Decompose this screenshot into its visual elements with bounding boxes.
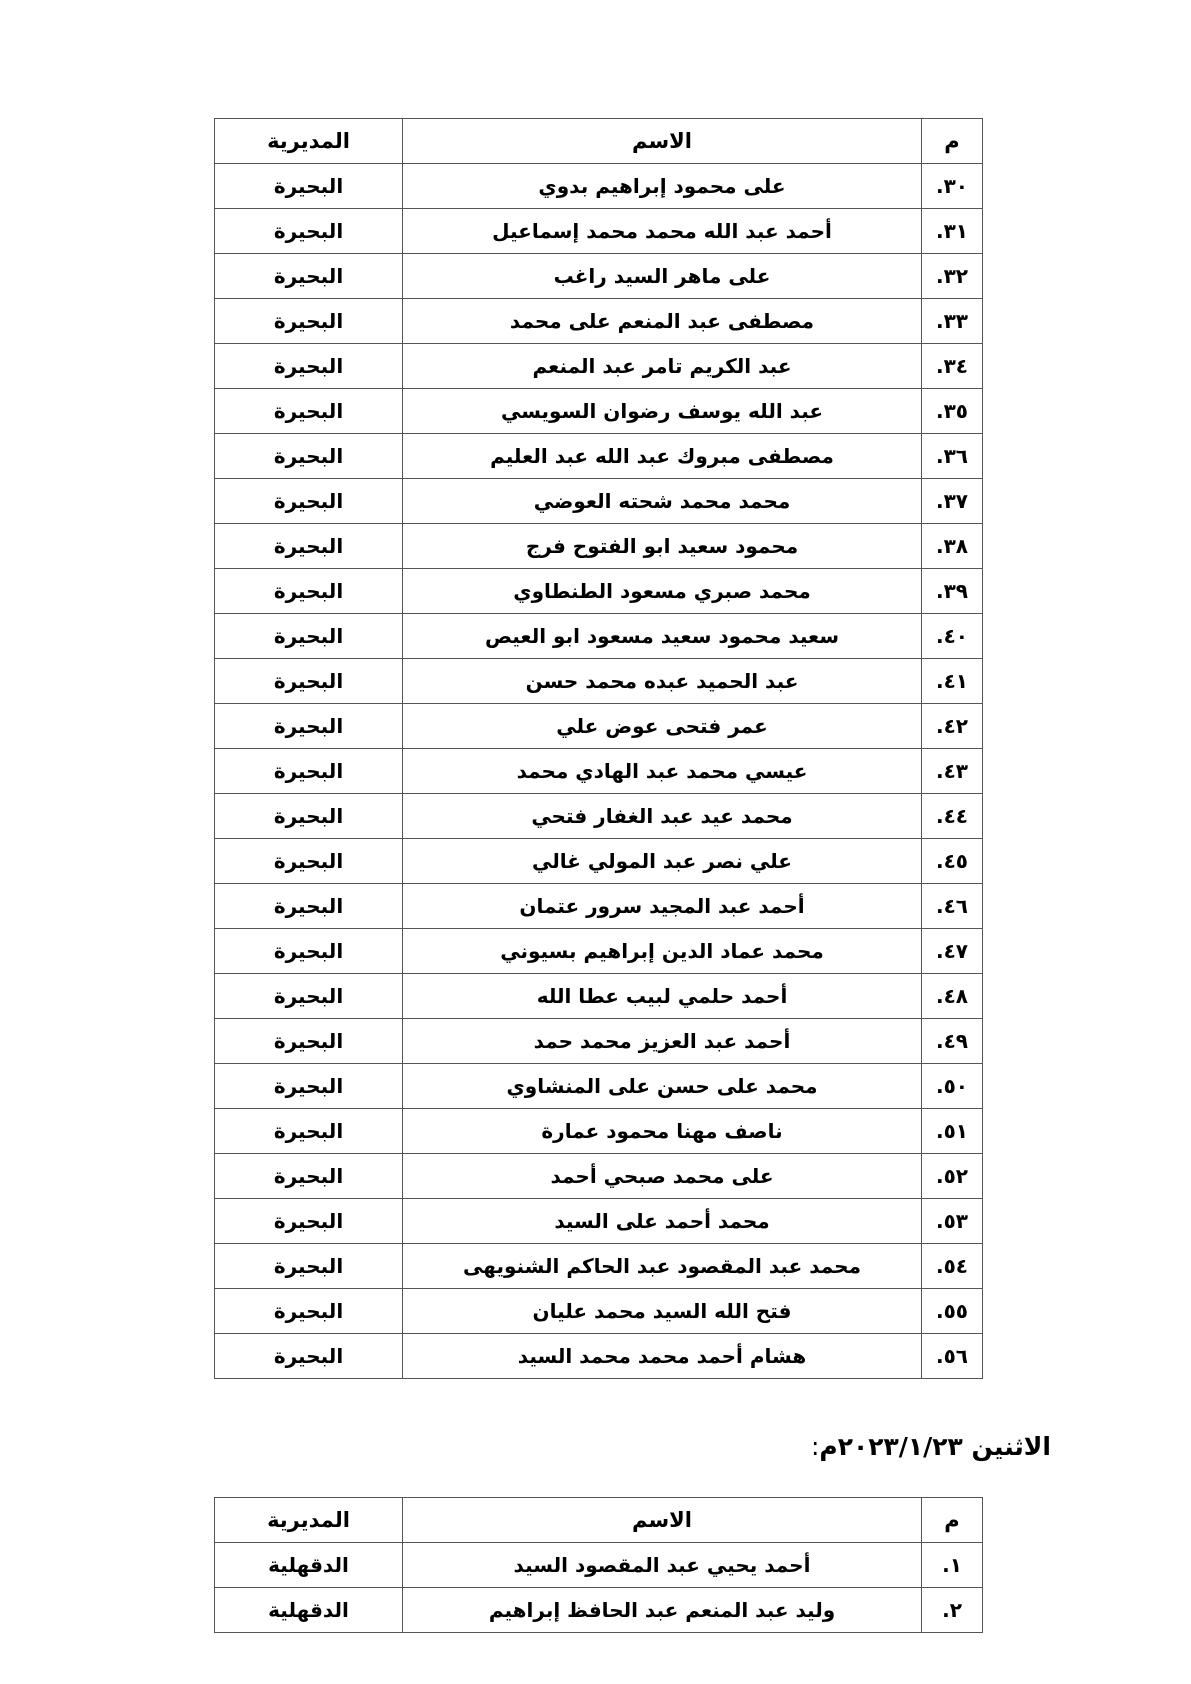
date-heading xyxy=(811,1432,1051,1461)
row-directorate: البحيرة xyxy=(215,1064,403,1109)
row-name: محمد أحمد على السيد xyxy=(403,1199,922,1244)
row-number: ٤٨. xyxy=(922,974,983,1019)
table-row xyxy=(215,749,983,794)
row-name: على محمد صبحي أحمد xyxy=(403,1154,922,1199)
row-name: محمد صبري مسعود الطنطاوي xyxy=(403,569,922,614)
row-number: ٥٥. xyxy=(922,1289,983,1334)
table-row xyxy=(215,1019,983,1064)
table-row xyxy=(215,1244,983,1289)
row-number: ٤٢. xyxy=(922,704,983,749)
table-row xyxy=(215,1334,983,1379)
table-row xyxy=(215,884,983,929)
table-row xyxy=(215,254,983,299)
table-row xyxy=(215,1199,983,1244)
row-name: أحمد عبد العزيز محمد حمد xyxy=(403,1019,922,1064)
row-number: ٤١. xyxy=(922,659,983,704)
row-directorate: البحيرة xyxy=(215,1154,403,1199)
row-directorate: البحيرة xyxy=(215,209,403,254)
table-body xyxy=(215,1543,983,1633)
row-number: ٥٤. xyxy=(922,1244,983,1289)
row-name: عبد الحميد عبده محمد حسن xyxy=(403,659,922,704)
row-name: على محمود إبراهيم بدوي xyxy=(403,164,922,209)
row-directorate: البحيرة xyxy=(215,929,403,974)
row-name: عبد الكريم تامر عبد المنعم xyxy=(403,344,922,389)
date-heading-text: الاثنين ٢٠٢٣/١/٢٣م xyxy=(819,1432,1051,1461)
row-name: فتح الله السيد محمد عليان xyxy=(403,1289,922,1334)
row-name: محمد عماد الدين إبراهيم بسيوني xyxy=(403,929,922,974)
row-number: ٢. xyxy=(922,1588,983,1633)
row-directorate: البحيرة xyxy=(215,884,403,929)
table-header-row xyxy=(215,1498,983,1543)
row-name: محمد عبد المقصود عبد الحاكم الشنويهى xyxy=(403,1244,922,1289)
row-number: ١. xyxy=(922,1543,983,1588)
row-directorate: البحيرة xyxy=(215,1244,403,1289)
row-number: ٣٣. xyxy=(922,299,983,344)
table-row xyxy=(215,614,983,659)
row-directorate: البحيرة xyxy=(215,524,403,569)
row-directorate: البحيرة xyxy=(215,344,403,389)
attendees-table-1 xyxy=(214,118,983,1379)
table-row xyxy=(215,1109,983,1154)
row-name: أحمد يحيي عبد المقصود السيد xyxy=(403,1543,922,1588)
row-number: ٣٥. xyxy=(922,389,983,434)
table-row xyxy=(215,299,983,344)
table-row xyxy=(215,1154,983,1199)
row-number: ٥١. xyxy=(922,1109,983,1154)
row-directorate: البحيرة xyxy=(215,1289,403,1334)
table-row xyxy=(215,839,983,884)
row-number: ٣٧. xyxy=(922,479,983,524)
header-name: الاسم xyxy=(403,1498,922,1543)
row-name: أحمد عبد المجيد سرور عتمان xyxy=(403,884,922,929)
row-directorate: البحيرة xyxy=(215,569,403,614)
row-directorate: البحيرة xyxy=(215,839,403,884)
table-row xyxy=(215,209,983,254)
row-number: ٥٦. xyxy=(922,1334,983,1379)
table-row xyxy=(215,479,983,524)
row-directorate: البحيرة xyxy=(215,974,403,1019)
table-row xyxy=(215,1289,983,1334)
row-name: محمود سعيد ابو الفتوح فرج xyxy=(403,524,922,569)
row-name: عمر فتحى عوض علي xyxy=(403,704,922,749)
row-directorate: البحيرة xyxy=(215,614,403,659)
row-number: ٥٣. xyxy=(922,1199,983,1244)
row-number: ٣٨. xyxy=(922,524,983,569)
row-directorate: البحيرة xyxy=(215,164,403,209)
row-number: ٤٥. xyxy=(922,839,983,884)
date-heading-colon: : xyxy=(810,1432,820,1461)
table-row xyxy=(215,1543,983,1588)
row-number: ٤٧. xyxy=(922,929,983,974)
row-name: هشام أحمد محمد محمد السيد xyxy=(403,1334,922,1379)
table-row xyxy=(215,929,983,974)
row-number: ٥٠. xyxy=(922,1064,983,1109)
row-directorate: الدقهلية xyxy=(215,1543,403,1588)
row-directorate: البحيرة xyxy=(215,794,403,839)
row-directorate: البحيرة xyxy=(215,254,403,299)
header-num: م xyxy=(922,1498,983,1543)
row-name: وليد عبد المنعم عبد الحافظ إبراهيم xyxy=(403,1588,922,1633)
row-name: سعيد محمود سعيد مسعود ابو العيص xyxy=(403,614,922,659)
row-number: ٣٢. xyxy=(922,254,983,299)
header-directorate: المديرية xyxy=(215,1498,403,1543)
table-row xyxy=(215,164,983,209)
row-directorate: البحيرة xyxy=(215,659,403,704)
row-directorate: البحيرة xyxy=(215,434,403,479)
row-directorate: البحيرة xyxy=(215,1199,403,1244)
table-row xyxy=(215,704,983,749)
row-number: ٤٩. xyxy=(922,1019,983,1064)
row-name: أحمد عبد الله محمد محمد إسماعيل xyxy=(403,209,922,254)
table-row xyxy=(215,389,983,434)
row-number: ٣١. xyxy=(922,209,983,254)
row-directorate: البحيرة xyxy=(215,479,403,524)
table-row xyxy=(215,794,983,839)
row-directorate: الدقهلية xyxy=(215,1588,403,1633)
table-row xyxy=(215,524,983,569)
row-directorate: البحيرة xyxy=(215,1334,403,1379)
header-name: الاسم xyxy=(403,119,922,164)
row-name: عيسي محمد عبد الهادي محمد xyxy=(403,749,922,794)
table-row xyxy=(215,659,983,704)
row-number: ٣٤. xyxy=(922,344,983,389)
table-row xyxy=(215,434,983,479)
table-header-row xyxy=(215,119,983,164)
table-row xyxy=(215,569,983,614)
row-number: ٤٦. xyxy=(922,884,983,929)
table-row xyxy=(215,974,983,1019)
row-name: محمد على حسن على المنشاوي xyxy=(403,1064,922,1109)
row-name: مصطفى عبد المنعم على محمد xyxy=(403,299,922,344)
row-name: ناصف مهنا محمود عمارة xyxy=(403,1109,922,1154)
attendees-table-2 xyxy=(214,1497,983,1633)
row-number: ٣٠. xyxy=(922,164,983,209)
row-name: عبد الله يوسف رضوان السويسي xyxy=(403,389,922,434)
header-num: م xyxy=(922,119,983,164)
row-directorate: البحيرة xyxy=(215,749,403,794)
row-directorate: البحيرة xyxy=(215,299,403,344)
row-number: ٥٢. xyxy=(922,1154,983,1199)
row-name: أحمد حلمي لبيب عطا الله xyxy=(403,974,922,1019)
row-directorate: البحيرة xyxy=(215,1019,403,1064)
row-name: علي نصر عبد المولي غالي xyxy=(403,839,922,884)
row-number: ٣٦. xyxy=(922,434,983,479)
row-name: محمد عيد عبد الغفار فتحي xyxy=(403,794,922,839)
row-number: ٤٠. xyxy=(922,614,983,659)
table-row xyxy=(215,344,983,389)
row-name: على ماهر السيد راغب xyxy=(403,254,922,299)
row-name: مصطفى مبروك عبد الله عبد العليم xyxy=(403,434,922,479)
table-row xyxy=(215,1588,983,1633)
table-body xyxy=(215,164,983,1379)
row-number: ٤٤. xyxy=(922,794,983,839)
row-directorate: البحيرة xyxy=(215,389,403,434)
row-number: ٤٣. xyxy=(922,749,983,794)
header-directorate: المديرية xyxy=(215,119,403,164)
table-row xyxy=(215,1064,983,1109)
row-number: ٣٩. xyxy=(922,569,983,614)
row-directorate: البحيرة xyxy=(215,704,403,749)
row-name: محمد محمد شحته العوضي xyxy=(403,479,922,524)
row-directorate: البحيرة xyxy=(215,1109,403,1154)
